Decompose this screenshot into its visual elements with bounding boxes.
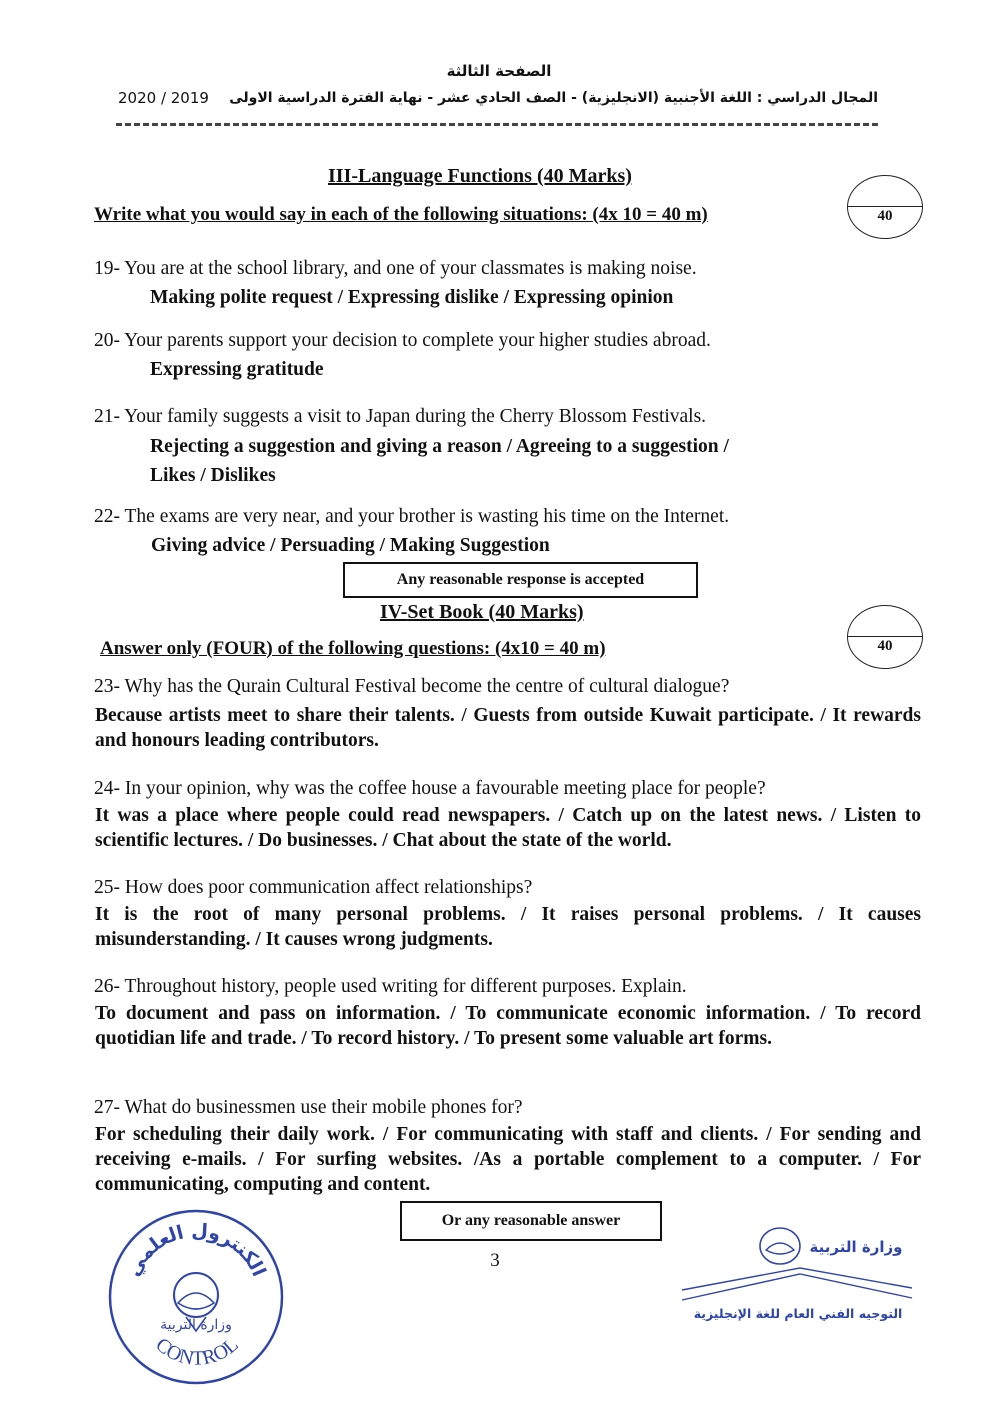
section-4-title-text: Set Book (40 Marks): [407, 601, 584, 623]
question-23: 23- Why has the Qurain Cultural Festival become the centre of cultural dialogue?: [94, 676, 730, 697]
subject-line: المجال الدراسي : اللغة الأجنبية (الانجليزية) - الصف الحادي عشر - نهاية الفترة الدراسية الاولى: [229, 90, 878, 106]
stamp-left-ministry: وزارة التربية: [160, 1317, 232, 1333]
page-label: الصفحة الثالثة: [446, 62, 552, 80]
question-24: 24- In your opinion, why was the coffee house a favourable meeting place for people?: [94, 778, 766, 799]
control-stamp: [106, 1207, 286, 1387]
question-21-options: Rejecting a suggestion and giving a reason / Agreeing to a suggestion /: [150, 436, 729, 457]
section-4-score: 40: [877, 638, 893, 654]
question-22: 22- The exams are very near, and your brother is wasting his time on the Internet.: [94, 506, 730, 527]
score-divider: [848, 636, 922, 637]
question-21: 21- Your family suggests a visit to Japan during the Cherry Blossom Festivals.: [94, 406, 707, 427]
stamp-left-top-text: الكنترول العلمي: [122, 1219, 270, 1280]
question-26: 26- Throughout history, people used writing for different purposes. Explain.: [94, 976, 687, 997]
section-3-instruction: Write what you would say in each of the following situations: (4x 10 = 40 m): [94, 204, 708, 225]
header-line: [118, 89, 878, 107]
section-3-title-text: Language Functions (40 Marks): [358, 165, 632, 187]
question-20-options: Expressing gratitude: [150, 359, 324, 380]
section-4-title: IV-Set Book (40 Marks): [380, 601, 584, 623]
section-4-note: Or any reasonable answer: [400, 1201, 662, 1241]
section-3-note: Any reasonable response is accepted: [343, 562, 698, 598]
question-21-options-cont: Likes / Dislikes: [150, 465, 276, 486]
section-4-instruction: Answer only (FOUR) of the following questions: (4x10 = 40 m): [100, 638, 606, 659]
ministry-stamp: [676, 1218, 916, 1336]
stamp-right-ministry: وزارة التربية: [809, 1238, 903, 1256]
section-3-score-circle: [847, 175, 923, 239]
answer-27: For scheduling their daily work. / For communicating with staff and clients. / For sending and receiving e-mails. / For surfing websites. /As a portable complement to a computer. / For communicating, computing and content.: [95, 1124, 921, 1195]
question-27: 27- What do businessmen use their mobile phones for?: [94, 1097, 523, 1118]
question-19: 19- You are at the school library, and one of your classmates is making noise.: [94, 258, 697, 279]
academic-year: 2020 / 2019: [118, 89, 209, 107]
section-3-title: III-Language Functions (40 Marks): [328, 165, 632, 187]
page-number: 3: [490, 1250, 500, 1271]
svg-text:CONTROL: [151, 1334, 242, 1370]
question-19-options: Making polite request / Expressing dislike / Expressing opinion: [150, 287, 674, 308]
section-4-score-circle: [847, 605, 923, 669]
question-20: 20- Your parents support your decision to complete your higher studies abroad.: [94, 330, 711, 351]
header-divider: [116, 123, 878, 126]
answer-23: Because artists meet to share their talents. / Guests from outside Kuwait participate. / It rewards and honours leading contributors.: [95, 705, 921, 751]
stamp-right-dept: التوجيه الفني العام للغة الإنجليزية: [693, 1306, 903, 1321]
answer-25: It is the root of many personal problems. / It raises personal problems. / It causes misunderstanding. / It causes wrong judgments.: [95, 904, 921, 950]
answer-24: It was a place where people could read newspapers. / Catch up on the latest news. / Listen to scientific lectures. / Do businesses. / Chat about the state of the world.: [95, 805, 921, 851]
question-22-options: Giving advice / Persuading / Making Suggestion: [151, 535, 550, 556]
score-divider: [848, 206, 922, 207]
section-3-score: 40: [877, 208, 893, 224]
stamp-left-bottom-text: CONTROL: [151, 1333, 243, 1370]
answer-26: To document and pass on information. / To communicate economic information. / To record quotidian life and trade. / To record history. / To present some valuable art forms.: [95, 1003, 921, 1049]
question-25: 25- How does poor communication affect relationships?: [94, 877, 533, 898]
